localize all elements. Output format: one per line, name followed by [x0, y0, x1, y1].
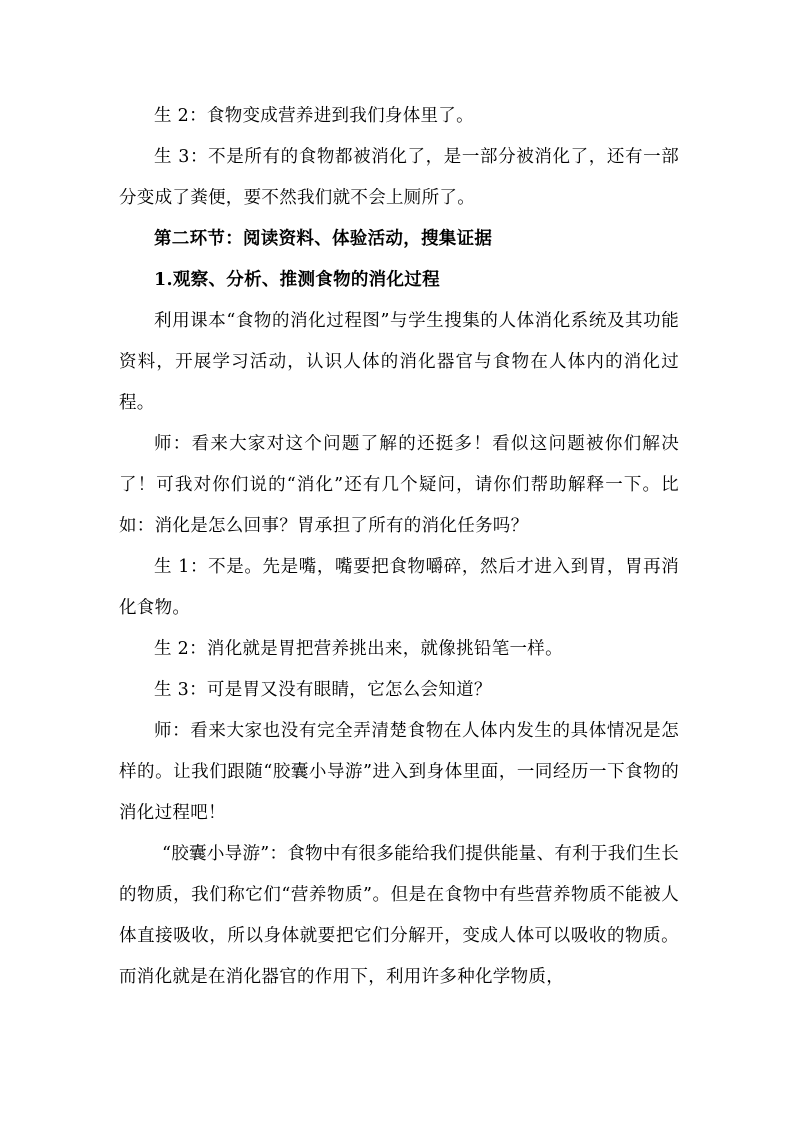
paragraph-student-1-answer: 生 1：不是。先是嘴，嘴要把食物嚼碎，然后才进入到胃，胃再消化食物。 — [119, 557, 679, 618]
paragraph-activity-description: 利用课本“食物的消化过程图”与学生搜集的人体消化系统及其功能资料，开展学习活动，认识人体的消化器官与食物在人体内的消化过程。 — [119, 311, 679, 413]
paragraph-student-2-answer: 生 2：消化就是胃把营养挑出来，就像挑铅笔一样。 — [154, 639, 563, 659]
paragraph-teacher-guide: 师：看来大家也没有完全弄清楚食物在人体内发生的具体情况是怎样的。让我们跟随“胶囊小导游”进入到身体里面，一同经历一下食物的消化过程吧！ — [119, 721, 679, 823]
subsection-heading: 1.观察、分析、推测食物的消化过程 — [154, 270, 440, 290]
paragraph-teacher-question: 师：看来大家对这个问题了解的还挺多！看似这问题被你们解决了！可我对你们说的“消化”还有几个疑问，请你们帮助解释一下。比如：消化是怎么回事？胃承担了所有的消化任务吗？ — [119, 434, 679, 536]
paragraph-student-2: 生 2：食物变成营养进到我们身体里了。 — [154, 106, 474, 126]
section-heading: 第二环节：阅读资料、体验活动，搜集证据 — [154, 229, 493, 249]
paragraph-capsule-guide: “胶囊小导游”：食物中有很多能给我们提供能量、有利于我们生长的物质，我们称它们“营养物质”。但是在食物中有些营养物质不能被人体直接吸收，所以身体就要把它们分解开，变成人体可以吸收的物质。而消化就是在消化器官的作用下，利用许多种化学物质， — [119, 844, 679, 987]
paragraph-student-3: 生 3：不是所有的食物都被消化了，是一部分被消化了，还有一部分变成了粪便，要不然我们就不会上厕所了。 — [119, 147, 679, 208]
paragraph-student-3-answer: 生 3：可是胃又没有眼睛，它怎么会知道？ — [154, 680, 492, 700]
document-body — [119, 96, 679, 998]
